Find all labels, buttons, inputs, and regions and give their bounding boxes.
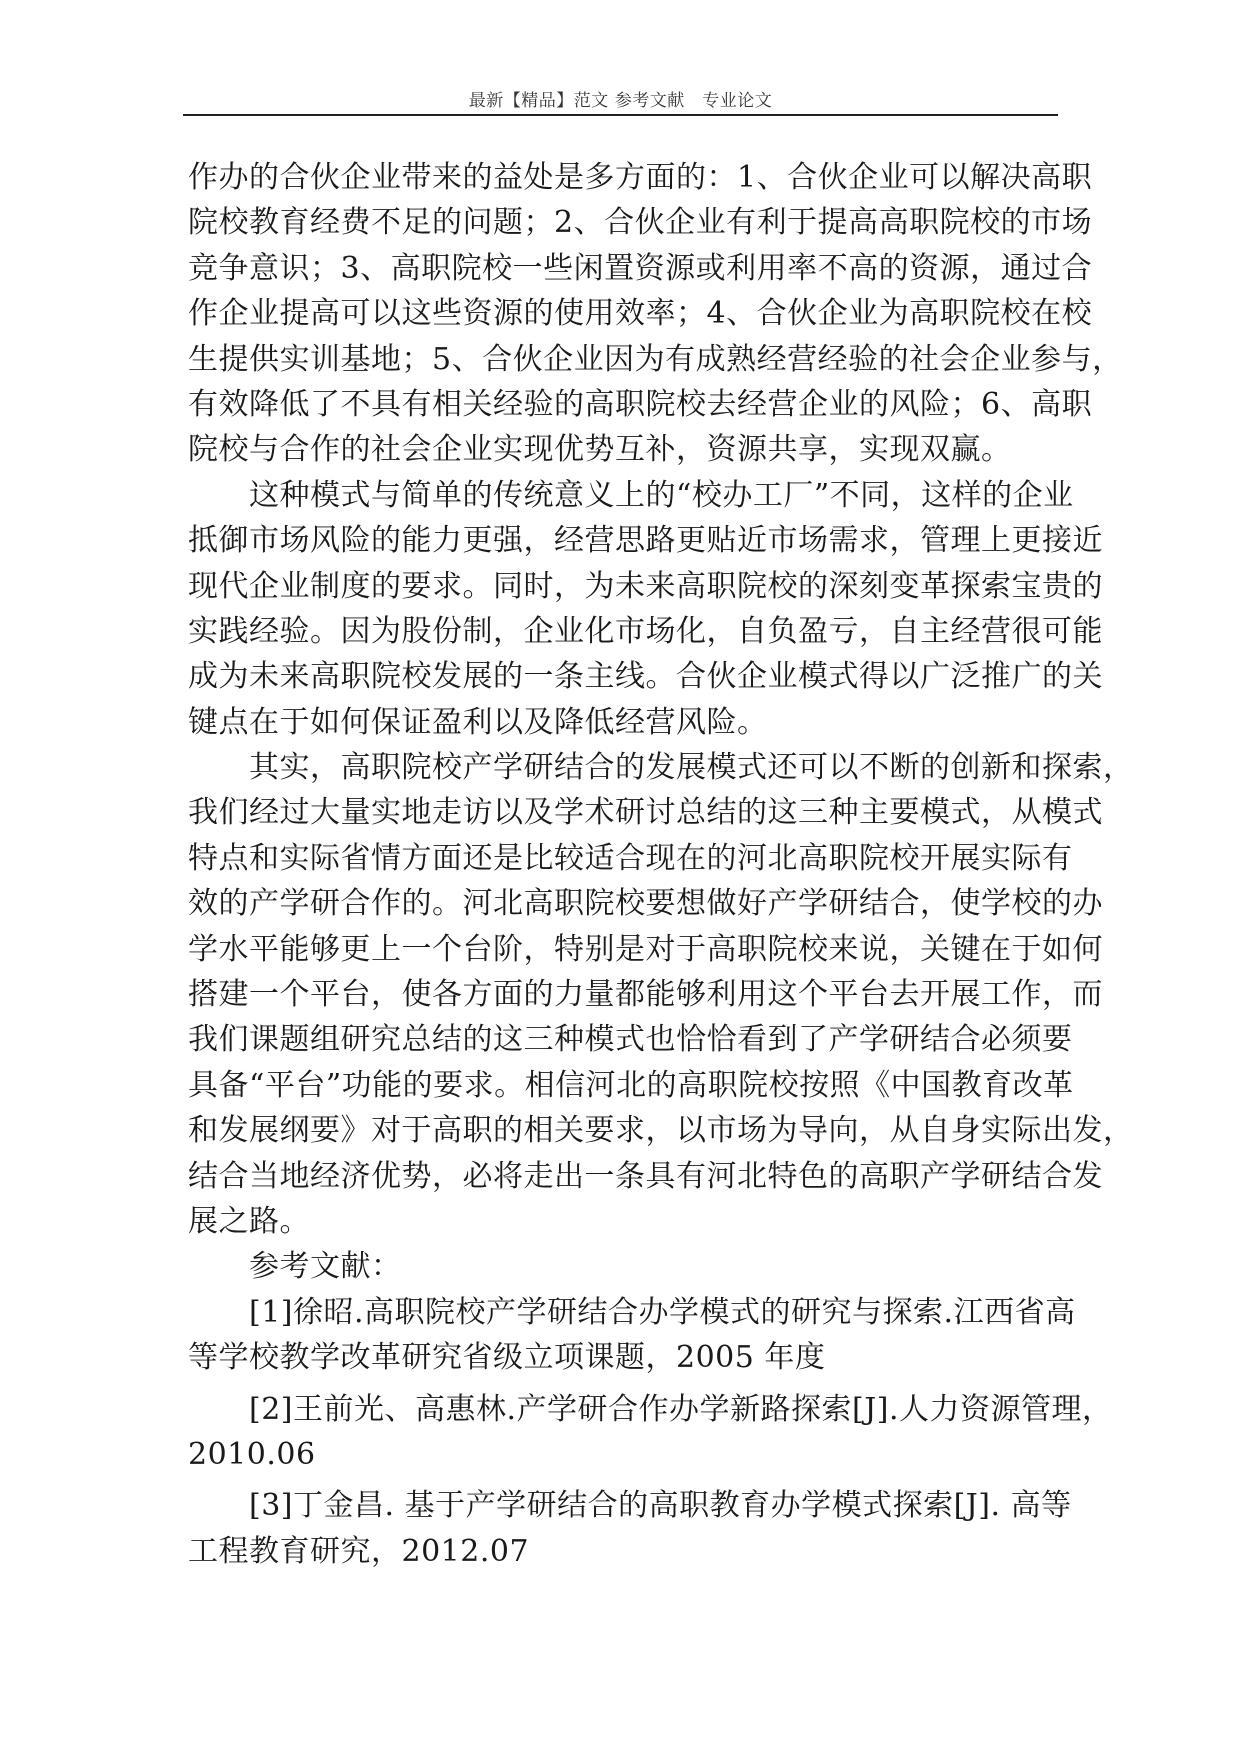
text-line: 这种模式与简单的传统意义上的“校办工厂”不同，这样的企业 — [188, 477, 1074, 513]
document-body — [188, 155, 1134, 1574]
text-line: 竞争意识；3、高职院校一些闲置资源或利用率不高的资源，通过合 — [188, 250, 1093, 286]
text-line: [1]徐昭.高职院校产学研结合办学模式的研究与探索.江西省高 — [188, 1294, 1076, 1330]
text-line: 参考文献： — [188, 1249, 402, 1285]
text-line: 院校教育经费不足的问题；2、合伙企业有利于提高高职院校的市场 — [188, 205, 1093, 241]
text-line: 搭建一个平台，使各方面的力量都能够利用这个平台去开展工作，而 — [188, 977, 1103, 1013]
text-line: 生提供实训基地；5、合伙企业因为有成熟经营经验的社会企业参与， — [188, 341, 1123, 377]
text-line: 院校与合作的社会企业实现优势互补，资源共享，实现双赢。 — [188, 432, 1012, 468]
paragraph-conclusion — [188, 745, 1134, 1244]
page-header: 最新【精品】范文 参考文献 专业论文 — [468, 91, 773, 111]
text-line: 结合当地经济优势，必将走出一条具有河北特色的高职产学研结合发 — [188, 1158, 1103, 1194]
paragraph-model-comparison — [188, 473, 1103, 745]
text-line: 我们课题组研究总结的这三种模式也恰恰看到了产学研结合必须要 — [188, 1022, 1073, 1058]
text-line: 等学校教学改革研究省级立项课题，2005 年度 — [188, 1340, 826, 1376]
reference-item — [188, 1483, 1072, 1574]
header-divider — [183, 114, 1058, 116]
text-line: 其实，高职院校产学研结合的发展模式还可以不断的创新和探索， — [188, 750, 1134, 786]
text-line: 和发展纲要》对于高职的相关要求，以市场为导向，从自身实际出发， — [188, 1113, 1134, 1149]
text-line: 展之路。 — [188, 1203, 310, 1239]
text-line: 键点在于如何保证盈利以及降低经营风险。 — [188, 704, 768, 740]
text-line: 我们经过大量实地走访以及学术研讨总结的这三种主要模式，从模式 — [188, 795, 1103, 831]
paragraph-partnership-benefits — [188, 155, 1123, 473]
text-line: 抵御市场风险的能力更强，经营思路更贴近市场需求，管理上更接近 — [188, 523, 1103, 559]
references-heading — [188, 1244, 1068, 1289]
text-line: 有效降低了不具有相关经验的高职院校去经营企业的风险；6、高职 — [188, 386, 1093, 422]
text-line: 学水平能够更上一个台阶，特别是对于高职院校来说，关键在于如何 — [188, 931, 1103, 967]
text-line: 工程教育研究，2012.07 — [188, 1533, 530, 1569]
text-line: [3]丁金昌. 基于产学研结合的高职教育办学模式探索[J]. 高等 — [188, 1488, 1072, 1524]
text-line: 具备“平台”功能的要求。相信河北的高职院校按照《中国教育改革 — [188, 1067, 1074, 1103]
text-line: 实践经验。因为股份制，企业化市场化，自负盈亏，自主经营很可能 — [188, 613, 1103, 649]
text-line: 作企业提高可以这些资源的使用效率；4、合伙企业为高职院校在校 — [188, 296, 1093, 332]
text-line: 成为未来高职院校发展的一条主线。合伙企业模式得以广泛推广的关 — [188, 659, 1103, 695]
text-line: 2010.06 — [188, 1436, 316, 1472]
text-line: [2]王前光、高惠林.产学研合作办学新路探索[J].人力资源管理， — [188, 1391, 1113, 1427]
text-line: 效的产学研合作的。河北高职院校要想做好产学研结合，使学校的办 — [188, 886, 1103, 922]
reference-item — [188, 1290, 1076, 1381]
text-line: 现代企业制度的要求。同时，为未来高职院校的深刻变革探索宝贵的 — [188, 568, 1103, 604]
text-line: 作办的合伙企业带来的益处是多方面的：1、合伙企业可以解决高职 — [188, 160, 1093, 195]
text-line: 特点和实际省情方面还是比较适合现在的河北高职院校开展实际有 — [188, 840, 1073, 876]
reference-item — [188, 1387, 1113, 1478]
